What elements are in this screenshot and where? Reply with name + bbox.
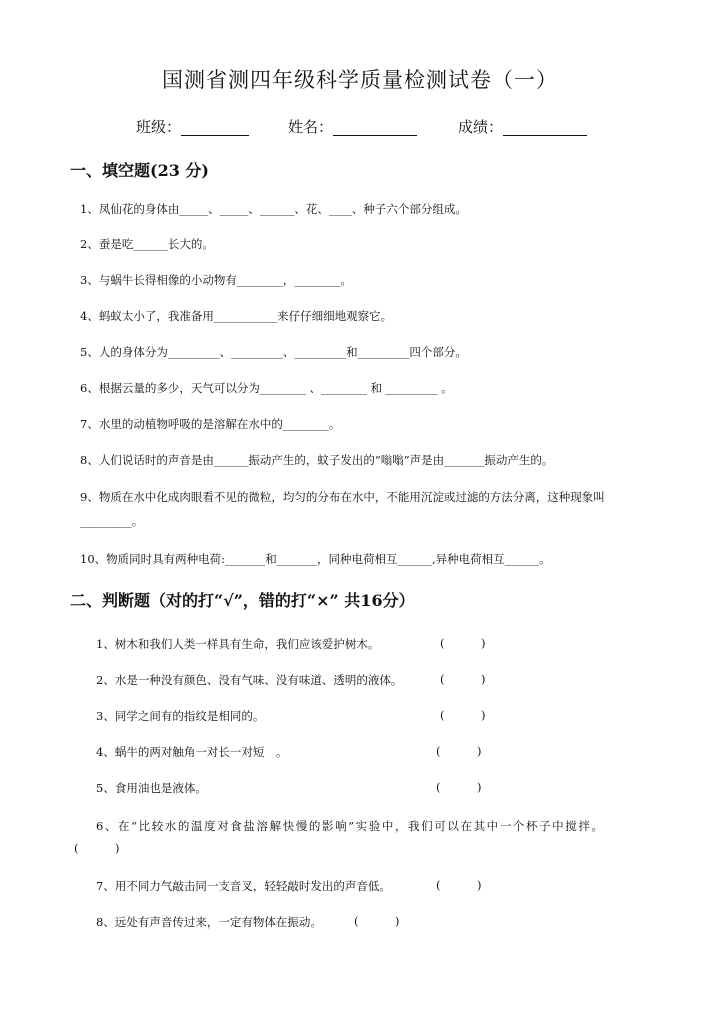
class-field bbox=[136, 116, 249, 137]
judge-question-4: 4、蜗牛的两对触角一对长一对短 。 bbox=[96, 745, 288, 759]
fill-question-8: 8、人们说话时的声音是由______振动产生的，蚊子发出的“嗡嗡”声是由_______振动产生的。 bbox=[80, 453, 554, 467]
score-label: 成绩： bbox=[458, 118, 504, 136]
fill-question-1: 1、凤仙花的身体由_____、_____、______、花、____、种子六个部分组成。 bbox=[80, 202, 467, 216]
fill-question-2: 2、蚕是吃______长大的。 bbox=[80, 237, 214, 251]
answer-paren-2[interactable]: ( ) bbox=[440, 672, 486, 686]
judge-question-1: 1、树木和我们人类一样具有生命，我们应该爱护树木。 bbox=[96, 637, 380, 651]
fill-question-6: 6、根据云量的多少，天气可以分为________ 、________ 和 _________ 。 bbox=[80, 381, 453, 395]
answer-paren-6[interactable]: ( ) bbox=[74, 841, 120, 855]
answer-paren-8[interactable]: ( ) bbox=[354, 914, 400, 928]
answer-paren-3[interactable]: ( ) bbox=[440, 708, 486, 722]
fill-question-10: 10、物质同时具有两种电荷:_______和_______，同种电荷相互______,异种电荷相互______。 bbox=[80, 552, 551, 566]
judge-question-5: 5、食用油也是液体。 bbox=[96, 781, 207, 795]
judge-question-3: 3、同学之间有的指纹是相同的。 bbox=[96, 709, 265, 723]
class-label: 班级： bbox=[136, 118, 182, 136]
fill-question-9: 9、物质在水中化成肉眼看不见的微粒，均匀的分布在水中，不能用沉淀或过滤的方法分离，这种现象叫_________。 bbox=[80, 490, 605, 528]
answer-paren-7[interactable]: ( ) bbox=[436, 878, 482, 892]
class-blank[interactable] bbox=[181, 119, 249, 136]
score-field bbox=[458, 116, 587, 137]
judge-question-7: 7、用不同力气敲击同一支音叉，轻轻敲时发出的声音低。 bbox=[96, 879, 391, 893]
page-title: 国测省测四年级科学质量检测试卷（一） bbox=[162, 68, 558, 92]
section-true-false-heading: 二、判断题（对的打“√”，错的打“×” 共16分） bbox=[70, 591, 415, 610]
judge-question-8: 8、远处有声音传过来，一定有物体在振动。 bbox=[96, 915, 322, 929]
score-blank[interactable] bbox=[503, 119, 587, 136]
name-label: 姓名： bbox=[288, 118, 334, 136]
fill-question-3: 3、与蜗牛长得相像的小动物有________，________。 bbox=[80, 273, 352, 287]
answer-paren-5[interactable]: ( ) bbox=[436, 780, 482, 794]
fill-question-5: 5、人的身体分为_________、_________、_________和_________四个部分。 bbox=[80, 345, 467, 359]
name-field bbox=[288, 116, 417, 137]
fill-question-7: 7、水里的动植物呼吸的是溶解在水中的________。 bbox=[80, 417, 341, 431]
answer-paren-4[interactable]: ( ) bbox=[436, 744, 482, 758]
judge-question-2: 2、水是一种没有颜色、没有气味、没有味道、透明的液体。 bbox=[96, 673, 403, 687]
section-fill-in-heading: 一、填空题(23 分) bbox=[70, 161, 209, 180]
name-blank[interactable] bbox=[333, 119, 417, 136]
answer-paren-1[interactable]: ( ) bbox=[440, 636, 486, 650]
fill-question-4: 4、蚂蚁太小了，我准备用___________来仔仔细细地观察它。 bbox=[80, 309, 393, 323]
judge-question-6: 6、在“比较水的温度对食盐溶解快慢的影响”实验中，我们可以在其中一个杯子中搅拌。 bbox=[96, 819, 605, 833]
